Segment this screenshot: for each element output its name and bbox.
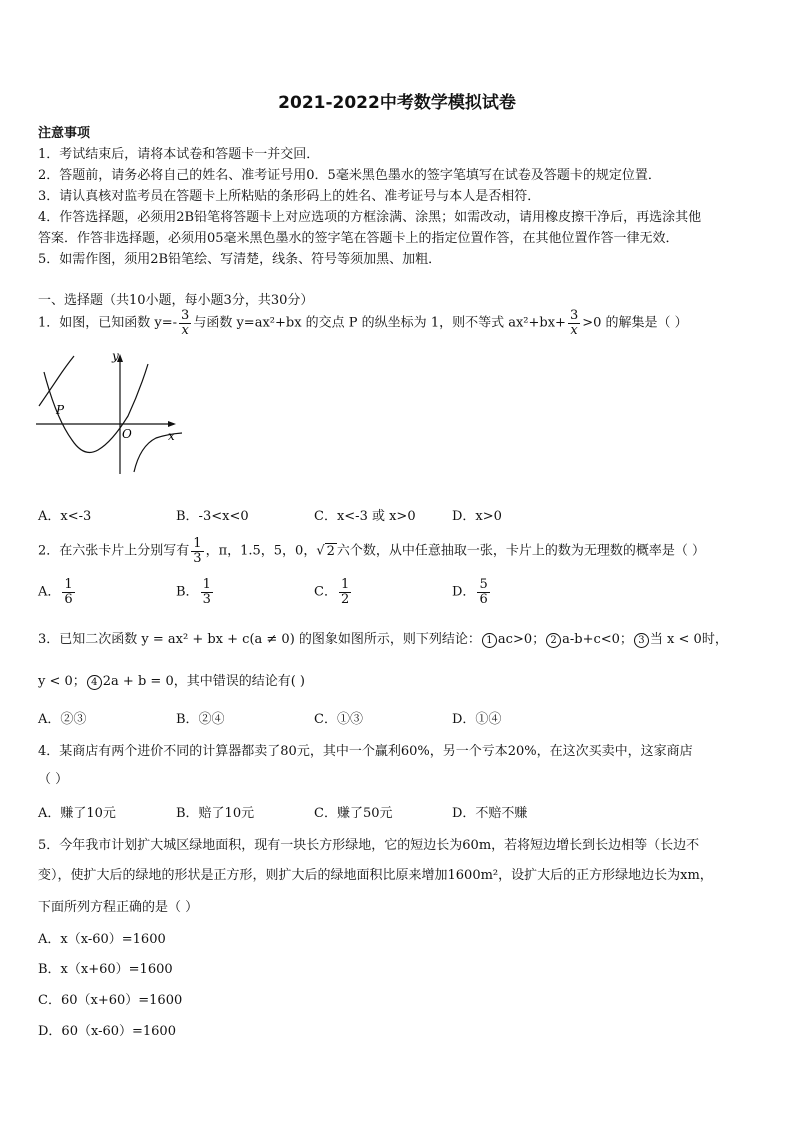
q3-option-a: A．②③: [38, 712, 87, 727]
q4-option-c: C．赚了50元: [314, 806, 393, 821]
q2-text-a: 2．在六张卡片上分别写有: [38, 543, 190, 559]
q5-option-a: A．x（x-60）=1600: [38, 932, 166, 947]
q2-text-b: ，π，1.5，5，0，: [205, 543, 317, 559]
x-label: x: [168, 429, 175, 443]
q5-option-c: C．60（x+60）=1600: [38, 993, 183, 1008]
q1-option-a: A．x<-3: [38, 509, 92, 524]
q2-fraction: [191, 537, 203, 565]
notice-item: 4．作答选择题，必须用2B铅笔将答题卡上对应选项的方框涂满、涂黑；如需改动，请用橡皮擦干净后，再选涂其他: [38, 210, 702, 225]
q2-option-b: B． $\frac{1}{3}$: [176, 577, 211, 607]
notice-heading: 注意事项: [38, 126, 91, 141]
page-title: 2021-2022中考数学模拟试卷: [278, 93, 516, 113]
q3-conclusion-4: 2a + b = 0，其中错误的结论有( ): [102, 674, 305, 689]
circle-3: 3: [634, 633, 649, 648]
q3-option-c: C．①③: [314, 712, 363, 727]
circle-4: 4: [87, 675, 102, 690]
q3-option-d: D．①④: [452, 712, 502, 727]
q1-fraction2-den: x: [570, 322, 578, 338]
q1-text-a: 1．如图，已知函数 y=-: [38, 315, 178, 331]
q1-fraction2-num: 3: [569, 308, 579, 323]
y-label: y: [112, 349, 119, 363]
q2-fraction-num: 1: [193, 536, 202, 551]
q4-option-a: A．赚了10元: [38, 806, 116, 821]
point-p-label: P: [56, 403, 65, 417]
notice-item: 2．答题前，请务必将自己的姓名、准考证号用0．5毫米黑色墨水的签字笔填写在试卷及答题卡的规定位置．: [38, 168, 661, 183]
q2-text-c: 六个数，从中任意抽取一张，卡片上的数为无理数的概率是（ ）: [336, 543, 706, 559]
x-axis-arrow: [168, 421, 176, 427]
q2-fraction-den: 3: [193, 550, 202, 566]
q1-fraction-den: x: [181, 322, 189, 338]
q1-fraction-2: [568, 309, 580, 337]
q1-fraction-num: 3: [181, 308, 190, 323]
q1-text-b: 与函数 y=ax²+bx 的交点 P 的纵坐标为 1，则不等式 ax²+bx+: [193, 315, 566, 331]
q1-option-d: D．x>0: [452, 509, 502, 524]
notice-item: 5．如需作图，须用2B铅笔绘、写清楚，线条、符号等须加黑、加粗．: [38, 252, 442, 267]
notice-item: 1．考试结束后，请将本试卷和答题卡一并交回．: [38, 147, 320, 162]
q1-option-b: B．-3<x<0: [176, 509, 249, 524]
q3-option-b: B．②④: [176, 712, 225, 727]
q1-function-graph: [36, 348, 186, 478]
q2-option-d: D． $\frac{5}{6}$: [452, 577, 488, 607]
q2-option-c: C． $\frac{1}{2}$: [314, 577, 350, 607]
q3-conclusion-3b: y < 0；: [38, 674, 86, 689]
hyperbola-left-branch: [39, 356, 74, 406]
q3-conclusion-2: a-b+c<0；: [562, 632, 633, 647]
question-5-line-1: 5．今年我市计划扩大城区绿地面积，现有一块长方形绿地，它的短边长为60m，若将短边增长到长边相等（长边不: [38, 838, 700, 853]
circle-1: 1: [482, 633, 497, 648]
q2-option-a: A． $\frac{1}{6}$: [38, 577, 73, 607]
q1-text-c: >0 的解集是（ ）: [582, 315, 688, 331]
q3-conclusion-1: ac>0；: [497, 632, 546, 647]
question-3-line-2: [38, 670, 305, 690]
question-1: [38, 309, 688, 337]
section-heading: 一、选择题（共10小题，每小题3分，共30分）: [38, 293, 314, 308]
q4-option-b: B．赔了10元: [176, 806, 255, 821]
q4-paren: （ ）: [38, 772, 69, 787]
q1-fraction: [179, 309, 191, 337]
notice-item: 答案．作答非选择题，必须用05毫米黑色墨水的签字笔在答题卡上的指定位置作答，在其他位置作答一律无效．: [38, 231, 679, 246]
q4-option-d: D．不赔不赚: [452, 806, 528, 821]
q5-option-d: D．60（x-60）=1600: [38, 1024, 176, 1039]
question-5-line-2: 变），使扩大后的绿地的形状是正方形，则扩大后的绿地面积比原来增加1600m²，设扩大后的正方形绿地边长为xm，: [38, 868, 713, 883]
origin-label: O: [122, 427, 132, 441]
question-4: 4．某商店有两个进价不同的计算器都卖了80元，其中一个赢利60%，另一个亏本20%，在这次买卖中，这家商店: [38, 744, 693, 759]
question-2: [38, 537, 705, 565]
sqrt-sign: √: [316, 543, 325, 559]
q3-conclusion-3: 当 x < 0时，: [649, 632, 728, 647]
q5-option-b: B．x（x+60）=1600: [38, 962, 173, 977]
notice-item: 3．请认真核对监考员在答题卡上所粘贴的条形码上的姓名、准考证号与本人是否相符．: [38, 189, 541, 204]
q2-radicand: 2: [326, 543, 335, 559]
circle-2: 2: [546, 633, 561, 648]
question-5-line-3: 下面所列方程正确的是（ ）: [38, 900, 199, 915]
q1-option-c: C．x<-3 或 x>0: [314, 509, 416, 524]
hyperbola-right-branch: [134, 433, 182, 472]
q3-text-a: 3．已知二次函数 y = ax² + bx + c(a ≠ 0) 的图象如图所示，则下列结论：: [38, 632, 481, 647]
question-3-line-1: [38, 628, 728, 648]
